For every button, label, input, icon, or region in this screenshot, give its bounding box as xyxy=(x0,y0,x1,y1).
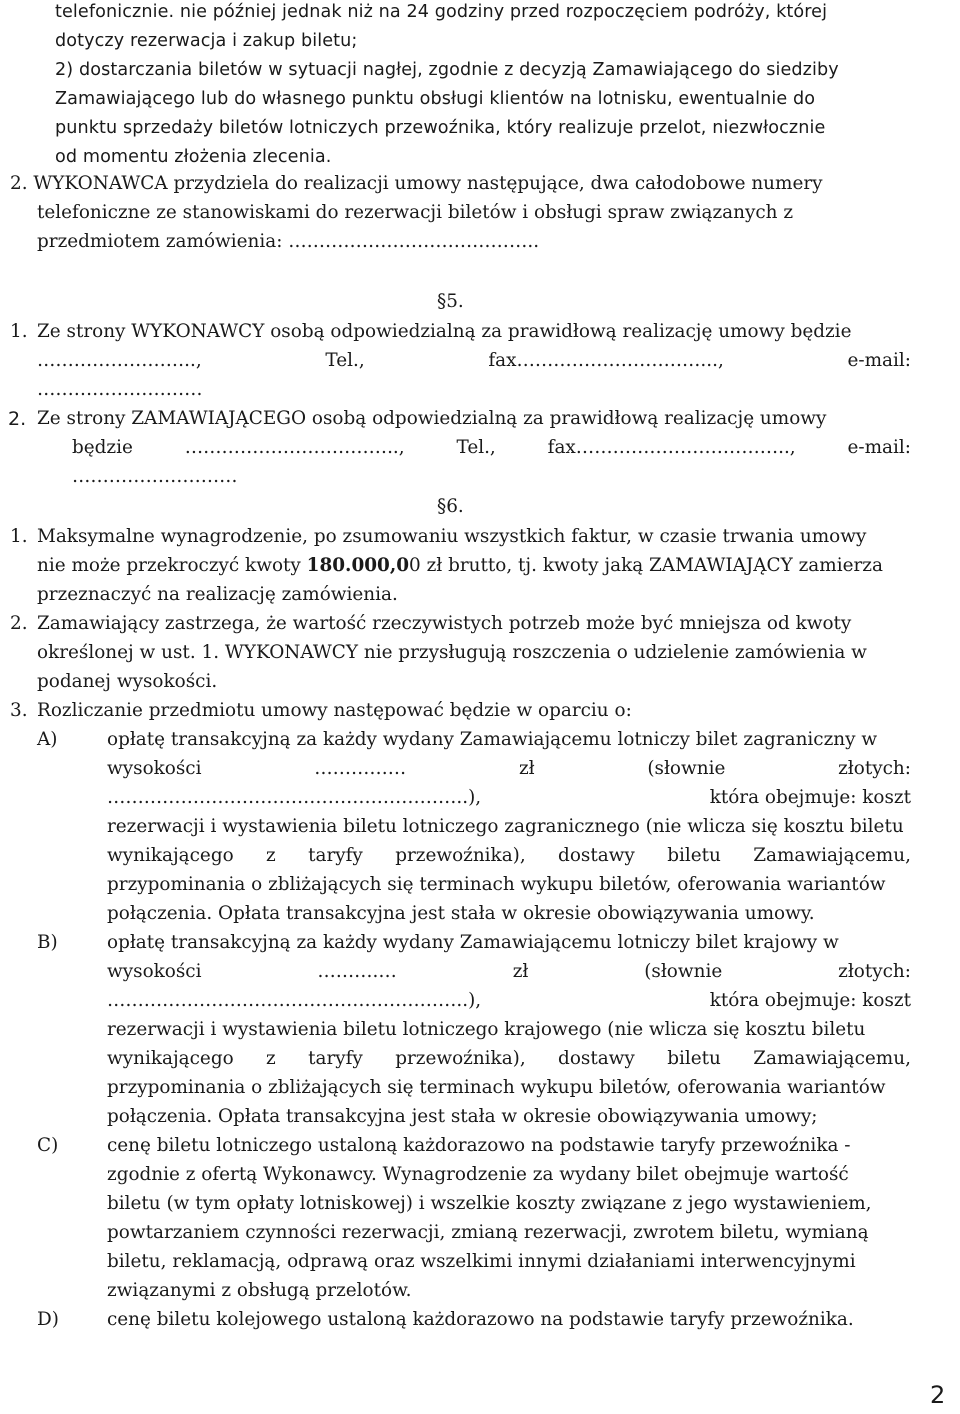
blank-field: …………………………………………………..), xyxy=(107,990,482,1011)
blank-field: …………………………….., xyxy=(184,437,405,458)
tel-label: Tel., xyxy=(325,350,365,371)
page-number: 2 xyxy=(930,1381,946,1409)
text-line: powtarzaniem czynności rezerwacji, zmianą rezerwacji, zwrotem biletu, wymianą xyxy=(107,1222,869,1243)
text-line: przypominania o zbliżających się terminach wykupu biletów, oferowania wariantów xyxy=(107,1077,886,1098)
text-line: podanej wysokości. xyxy=(37,671,218,692)
text-word: złotych: xyxy=(838,758,911,779)
text-run: 0 zł brutto, tj. kwoty jaką ZAMAWIAJĄCY zamierza xyxy=(409,555,883,576)
text-line: telefoniczne ze stanowiskami do rezerwacji biletów i obsługi spraw związanych z xyxy=(37,202,794,223)
text-line: opłatę transakcyjną za każdy wydany Zamawiającemu lotniczy bilet zagraniczny w xyxy=(107,729,878,750)
text-word: zł xyxy=(512,961,529,982)
text-line: Zamawiającego lub do własnego punktu obsługi klientów na lotnisku, ewentualnie do xyxy=(55,89,816,109)
text-line: dotyczy rezerwacja i zakup biletu; xyxy=(55,31,358,51)
text-word: wysokości xyxy=(107,961,202,982)
blank-field: ……….… xyxy=(317,961,397,982)
text-word: przewoźnika), xyxy=(395,1048,526,1069)
fax-label: fax…………………………..., xyxy=(488,350,724,371)
text-line: Zamawiający zastrzega, że wartość rzeczywistych potrzeb może być mniejsza od kwoty xyxy=(37,613,852,634)
amount: 180.000,0 xyxy=(306,555,410,576)
text-line: Ze strony WYKONAWCY osobą odpowiedzialną za prawidłową realizację umowy będzie xyxy=(37,321,852,342)
list-number: 2. xyxy=(10,613,28,634)
text-word: dostawy xyxy=(558,845,635,866)
text-line: Maksymalne wynagrodzenie, po zsumowaniu wszystkich faktur, w czasie trwania umowy xyxy=(37,526,867,547)
text-line: Ze strony ZAMAWIAJĄCEGO osobą odpowiedzialną za prawidłową realizację umowy xyxy=(37,408,827,429)
text-line: biletu, reklamacją, odprawą oraz wszelkimi innymi działaniami interwencyjnymi xyxy=(107,1251,856,1272)
text-line: biletu (w tym opłaty lotniskowej) i wszelkie koszty związane z jego wystawieniem, xyxy=(107,1193,872,1214)
text-run: która obejmuje: koszt xyxy=(709,787,911,808)
section-heading: §5. xyxy=(437,291,464,312)
blank-field: …………………………………………………..), xyxy=(107,787,482,808)
fax-label: fax…………………………….., xyxy=(547,437,796,458)
text-word: biletu xyxy=(667,1048,721,1069)
text-word: wynikającego xyxy=(107,1048,234,1069)
list-number: 2. xyxy=(8,408,27,430)
text-line: połączenia. Opłata transakcyjna jest stała w okresie obowiązywania umowy. xyxy=(107,903,815,924)
text-word: wysokości xyxy=(107,758,202,779)
text-line xyxy=(107,844,911,868)
text-line xyxy=(107,786,911,810)
text-word: Zamawiającemu, xyxy=(753,1048,911,1069)
list-number: 3. xyxy=(10,700,28,721)
text-line: Rozliczanie przedmiotu umowy następować będzie w oparciu o: xyxy=(37,700,632,721)
section-heading: §6. xyxy=(437,496,464,517)
list-letter: C) xyxy=(37,1135,59,1156)
text-line: rezerwacji i wystawienia biletu lotniczego zagranicznego (nie wlicza się kosztu biletu xyxy=(107,816,904,837)
text-line: cenę biletu lotniczego ustaloną każdorazowo na podstawie taryfy przewoźnika - xyxy=(107,1135,851,1156)
text-line: 2) dostarczania biletów w sytuacji nagłej, zgodnie z decyzją Zamawiającego do siedziby xyxy=(55,60,839,80)
text-line: od momentu złożenia zlecenia. xyxy=(55,147,332,167)
list-letter: D) xyxy=(37,1309,59,1330)
tel-label: Tel., xyxy=(456,437,496,458)
text-line: przedmiotem zamówienia: ………………………………….. xyxy=(37,231,540,252)
text-line: określonej w ust. 1. WYKONAWCY nie przysługują roszczenia o udzielenie zamówienia w xyxy=(37,642,867,663)
text-word: z xyxy=(266,1048,276,1069)
text-line xyxy=(107,1047,911,1071)
blank-field: …………………….., xyxy=(37,350,202,371)
email-label: e-mail: xyxy=(847,437,911,458)
blank-field: …………… xyxy=(314,758,407,779)
text-word: dostawy xyxy=(558,1048,635,1069)
text-word: zł xyxy=(518,758,535,779)
text-word: taryfy xyxy=(308,845,363,866)
contact-line xyxy=(72,436,911,460)
text-line: przeznaczyć na realizację zamówienia. xyxy=(37,584,398,605)
text-line xyxy=(37,554,883,578)
list-number: 1. xyxy=(10,321,28,342)
text-line: telefonicznie. nie później jednak niż na 24 godziny przed rozpoczęciem podróży, której xyxy=(55,2,828,22)
text-word: biletu xyxy=(667,845,721,866)
list-letter: B) xyxy=(37,932,58,953)
blank-field: ……………………… xyxy=(37,379,203,400)
text-word: Zamawiającemu, xyxy=(753,845,911,866)
text-word: złotych: xyxy=(838,961,911,982)
list-number: 1. xyxy=(10,526,28,547)
contact-line xyxy=(37,349,911,373)
text-run: która obejmuje: koszt xyxy=(709,990,911,1011)
text-line: połączenia. Opłata transakcyjna jest stała w okresie obowiązywania umowy; xyxy=(107,1106,818,1127)
text-run: nie może przekroczyć kwoty xyxy=(37,555,301,576)
text-word: z xyxy=(266,845,276,866)
text-word: (słownie xyxy=(644,961,723,982)
text-line xyxy=(107,960,911,984)
text-word: wynikającego xyxy=(107,845,234,866)
text-line: zgodnie z ofertą Wykonawcy. Wynagrodzenie za wydany bilet obejmuje wartość xyxy=(107,1164,849,1185)
text-line xyxy=(107,989,911,1013)
text-line: opłatę transakcyjną za każdy wydany Zamawiającemu lotniczy bilet krajowy w xyxy=(107,932,839,953)
email-label: e-mail: xyxy=(847,350,911,371)
text-line: 2. WYKONAWCA przydziela do realizacji umowy następujące, dwa całodobowe numery xyxy=(10,173,823,194)
text-line: punktu sprzedaży biletów lotniczych przewoźnika, który realizuje przelot, niezwłocznie xyxy=(55,118,826,138)
blank-field: ……………………… xyxy=(72,466,238,487)
text-word: taryfy xyxy=(308,1048,363,1069)
list-letter: A) xyxy=(37,729,58,750)
text-line xyxy=(107,757,911,781)
text-line: cenę biletu kolejowego ustaloną każdorazowo na podstawie taryfy przewoźnika. xyxy=(107,1309,854,1330)
text-word: (słownie xyxy=(647,758,726,779)
text-line: przypominania o zbliżających się terminach wykupu biletów, oferowania wariantów xyxy=(107,874,886,895)
text-word: będzie xyxy=(72,437,133,458)
text-word: przewoźnika), xyxy=(395,845,526,866)
text-line: rezerwacji i wystawienia biletu lotniczego krajowego (nie wlicza się kosztu biletu xyxy=(107,1019,866,1040)
text-line: związanymi z obsługą przelotów. xyxy=(107,1280,412,1301)
